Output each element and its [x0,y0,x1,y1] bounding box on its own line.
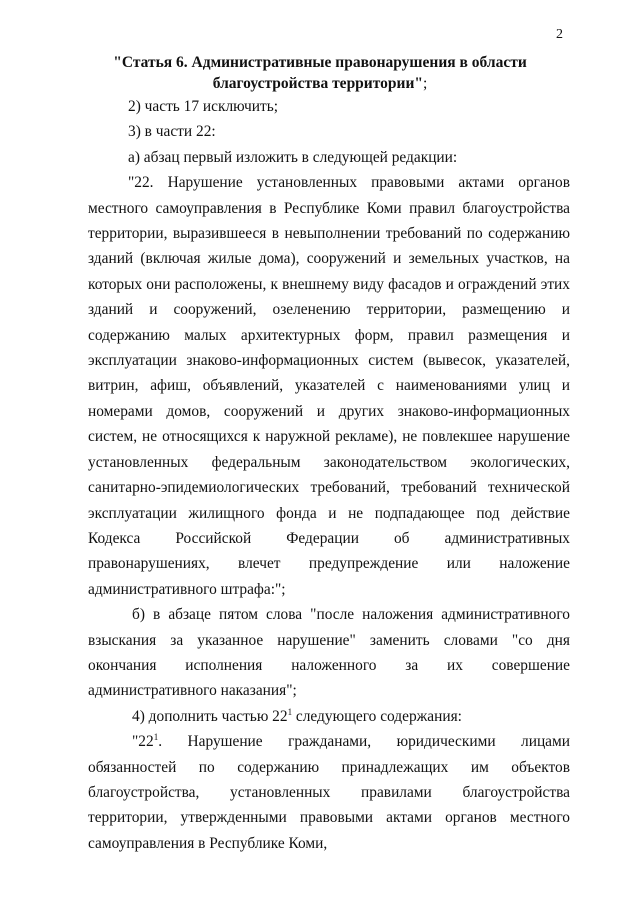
paragraph-item-2: 2) часть 17 исключить; [128,98,279,115]
superscript: 1 [287,706,293,717]
article-heading [90,52,550,94]
paragraph-item-3b: б) в абзаце пятом слова "после наложения административного взыскания за указанное нарушение" заменить словами "со дня окончания исполнения наложенного за их совершение административного наказания"; [88,606,570,700]
paragraph-item-4-text-end: следующего содержания: [292,707,462,725]
paragraph-item-3: 3) в части 22: [128,123,216,141]
superscript: 1 [153,732,159,743]
paragraph-item-4-text: 4) дополнить частью 22 [132,707,288,725]
paragraph-part-22-1-text [88,729,570,856]
paragraph-part-22-1-start: "22 [132,733,154,751]
article-heading-line-2-text: благоустройства территории" [212,75,423,92]
article-heading-line-2 [90,73,550,94]
paragraph-item-3a: а) абзац первый изложить в следующей редакции: [128,148,458,166]
document-body [88,94,570,856]
paragraph-item-4 [88,704,570,729]
article-heading-line-1: "Статья 6. Административные правонарушения в области [113,54,527,71]
paragraph-part-22-1-body: . Нарушение гражданами, юридическими лицами обязанностей по содержанию принадлежащих им объектов благоустройства, установленных правилами благоустройства территории, утвержденными правовыми актами органов местного самоуправления в Республике Коми, [88,733,570,852]
paragraph-part-22-text: "22. Нарушение установленных правовыми актами органов местного самоуправления в Республике Коми правил благоустройства территории, выразившееся в невыполнении требований по содержанию зданий (включая жилые дома), сооружений и земельных участков, на которых они расположены, к внешнему виду фасадов и ограждений этих зданий и сооружений, озеленению территории, размещению и содержанию малых архитектурных форм, правил размещения и эксплуатации знаково-информационных систем (вывесок, указателей, витрин, афиш, объявлений, указателей с наименованиями улиц и номерами домов, сооружений и других знаково-информационных систем, не относящихся к наружной рекламе), не повлекшее нарушение установленных федеральным законодательством экологических, санитарно-эпидемиологических требований, требований технической эксплуатации жилищного фонда и не подпадающее под действие Кодекса Российской Федерации об административных правонарушениях, влечет предупреждение или наложение административного штрафа:"; [88,174,570,598]
page-number: 2 [556,27,563,42]
article-heading-suffix: ; [422,75,428,92]
